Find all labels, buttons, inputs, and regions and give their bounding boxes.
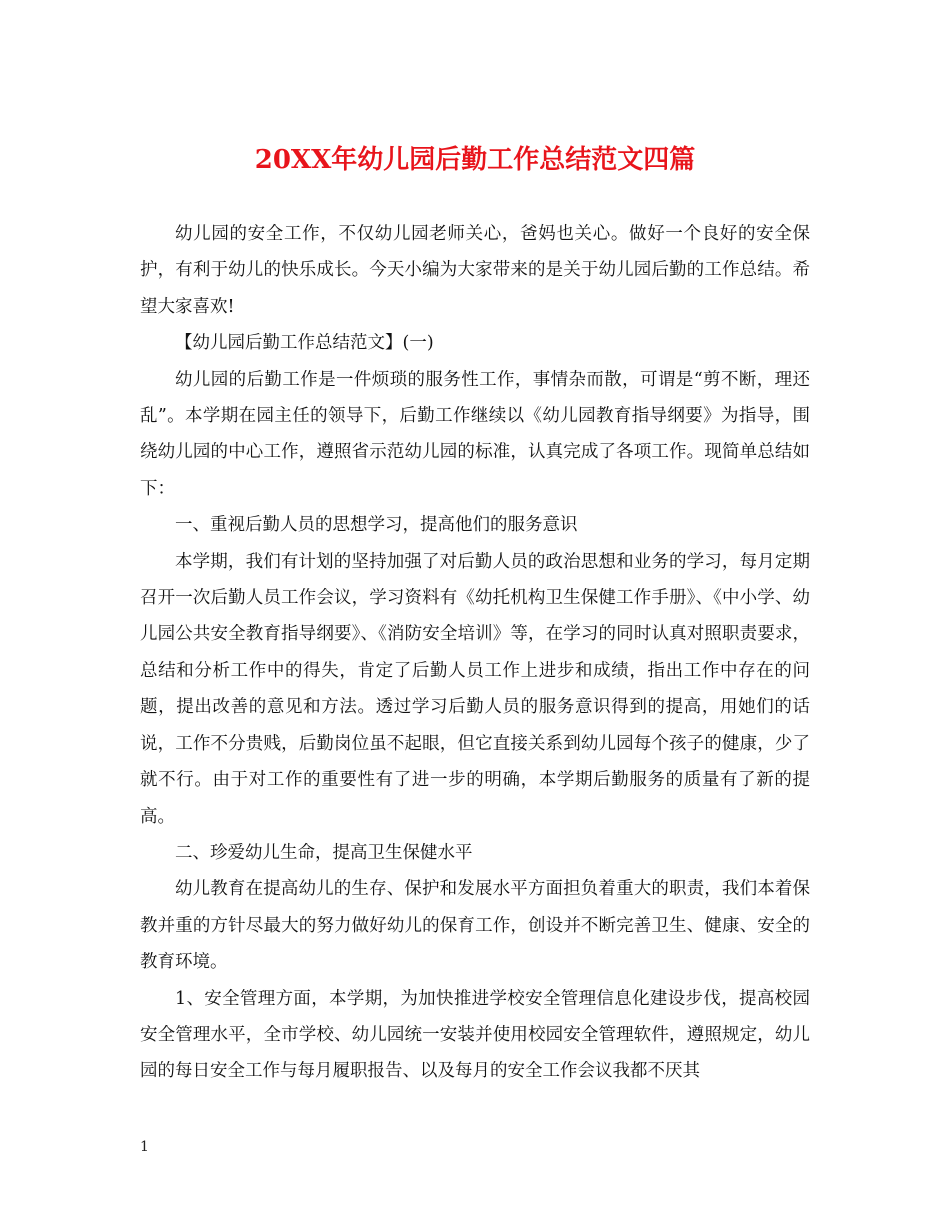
page-number: 1 [140,1139,149,1155]
paragraph-care: 幼儿教育在提高幼儿的生存、保护和发展水平方面担负着重大的职责，我们本着保教并重的方针尽最大的努力做好幼儿的保育工作，创设并不断完善卫生、健康、安全的教育环境。 [140,879,810,973]
paragraph-section-heading: 【幼儿园后勤工作总结范文】(一) [175,333,434,354]
paragraph-heading-2: 二、珍爱幼儿生命，提高卫生保健水平 [175,842,473,863]
paragraph-study: 本学期，我们有计划的坚持加强了对后勤人员的政治思想和业务的学习，每月定期召开一次后勤人员工作会议，学习资料有《幼托机构卫生保健工作手册》、《中小学、幼儿园公共安全教育指导纲要》、《消防安全培训》等，在学习的同时认真对照职责要求，总结和分析工作中的得失，肯定了后勤人员工作上进步和成绩，指出工作中存在的问题，提出改善的意见和方法。透过学习后勤人员的服务意识得到的提高，用她们的话说，工作不分贵贱，后勤岗位虽不起眼，但它直接关系到幼儿园每个孩子的健康，少了就不行。由于对工作的重要性有了进一步的明确，本学期后勤服务的质量有了新的提高。 [140,551,810,827]
document-title: 20XX年幼儿园后勤工作总结范文四篇 [254,145,696,175]
paragraph-intro: 幼儿园的安全工作，不仅幼儿园老师关心，爸妈也关心。做好一个良好的安全保护，有利于幼儿的快乐成长。今天小编为大家带来的是关于幼儿园后勤的工作总结。希望大家喜欢! [140,224,810,317]
document-body [140,216,810,1090]
paragraph-heading-1: 一、重视后勤人员的思想学习，提高他们的服务意识 [175,515,578,536]
paragraph-safety: 1、安全管理方面，本学期，为加快推进学校安全管理信息化建设步伐，提高校园安全管理水平，全市学校、幼儿园统一安装并使用校园安全管理软件，遵照规定，幼儿园的每日安全工作与每月履职报告、以及每月的安全工作会议我都不厌其 [140,988,810,1082]
paragraph-overview: 幼儿园的后勤工作是一件烦琐的服务性工作，事情杂而散，可谓是“剪不断，理还乱”。本学期在园主任的领导下，后勤工作继续以《幼儿园教育指导纲要》为指导，围绕幼儿园的中心工作，遵照省示范幼儿园的标准，认真完成了各项工作。现简单总结如下： [140,369,810,499]
